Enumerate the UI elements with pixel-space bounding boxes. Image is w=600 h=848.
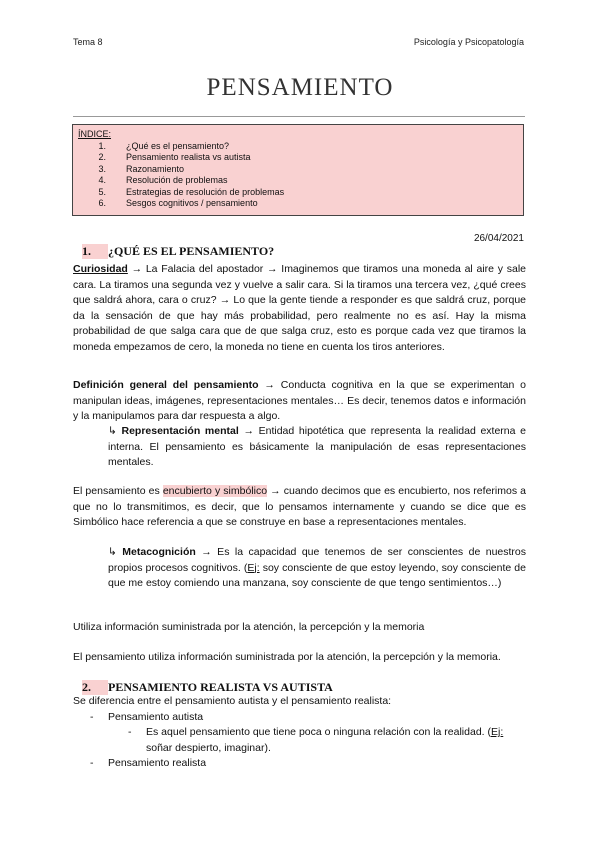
index-item-number: 2. bbox=[98, 152, 106, 162]
header-subject: Psicología y Psicopatología bbox=[413, 37, 524, 47]
encubierto-text: → cuando decimos que es encubierto, nos referimos a que no lo transmitimos, es decir, que lo pensamos internamente y cuando se dice que es Simbólico hace referencia a que se construye en base a representaciones mentales. bbox=[73, 485, 526, 528]
header-topic: Tema 8 bbox=[73, 37, 103, 47]
index-item-label: Sesgos cognitivos / pensamiento bbox=[126, 198, 258, 208]
metacognition-paragraph bbox=[108, 545, 526, 592]
encubierto-intro: El pensamiento es bbox=[73, 485, 163, 497]
info-sources-sentence: El pensamiento utiliza información suministrada por la atención, la percepción y la memoria. bbox=[73, 651, 501, 663]
section-intro: Se diferencia entre el pensamiento autista y el pensamiento realista: bbox=[73, 695, 392, 707]
list-item bbox=[90, 710, 203, 726]
list-item-label: Pensamiento autista bbox=[108, 711, 204, 723]
section-title: PENSAMIENTO REALISTA VS AUTISTA bbox=[108, 680, 333, 694]
section-heading bbox=[82, 680, 333, 695]
info-sources-line: Utiliza información suministrada por la atención, la percepción y la memoria bbox=[73, 621, 425, 633]
index-item-number: 5. bbox=[98, 186, 106, 197]
index-item-label: Razonamiento bbox=[126, 163, 185, 174]
index-item bbox=[78, 141, 518, 153]
sub-list-item-example: soñar despierto, imaginar). bbox=[146, 741, 271, 754]
dash-bullet-icon: - bbox=[90, 757, 94, 769]
definition-label: Definición general del pensamiento bbox=[73, 379, 259, 391]
title-divider bbox=[73, 116, 525, 117]
encubierto-paragraph bbox=[73, 484, 526, 531]
metacognition-label: Metacognición bbox=[122, 546, 196, 558]
dash-bullet-icon: - bbox=[90, 711, 94, 723]
index-box bbox=[72, 124, 524, 216]
curiosidad-text: → La Falacia del apostador → Imaginemos que tiramos una moneda al aire y sale cara. La tiramos una segunda vez y vuelve a salir cara. Si la tiramos una tercera vez, ¿qué crees que saldrá ahora, cara o cruz? → Lo que la gente tiende a responder es que saldrá cruz, porque da la sensación de que hay más probabilidad, pero realmente no es así. Hay la misma probabilidad de que salga cara que de que salga cruz, esto es porque cada vez que tiramos la moneda empezamos de cero, la moneda no tiene en cuenta los tiros anteriores. bbox=[73, 263, 526, 353]
index-item bbox=[78, 164, 518, 176]
index-item-label: ¿Qué es el pensamiento? bbox=[126, 140, 230, 151]
dash-bullet-icon: - bbox=[128, 726, 132, 738]
index-item bbox=[78, 198, 518, 210]
curiosidad-label: Curiosidad bbox=[73, 263, 128, 275]
index-item-label: Pensamiento realista vs autista bbox=[126, 152, 251, 162]
index-item-label: Estrategias de resolución de problemas bbox=[126, 186, 285, 197]
subpoint-arrow-icon: ↳ bbox=[108, 425, 122, 437]
index-item-number: 4. bbox=[98, 175, 106, 185]
list-item bbox=[90, 756, 206, 772]
representation-label: Representación mental bbox=[121, 425, 239, 437]
index-item-number: 3. bbox=[98, 163, 106, 174]
representation-paragraph bbox=[108, 424, 526, 471]
sub-list-item-text: Es aquel pensamiento que tiene poca o ninguna relación con la realidad. ( bbox=[146, 726, 491, 738]
document-date: 26/04/2021 bbox=[473, 233, 524, 244]
index-item bbox=[78, 175, 518, 187]
section-number: 1. bbox=[82, 244, 108, 259]
index-item bbox=[78, 152, 518, 164]
page-title: PENSAMIENTO bbox=[206, 74, 394, 101]
example-label: Ej: bbox=[491, 726, 504, 738]
index-item bbox=[78, 187, 518, 199]
index-title: ÍNDICE: bbox=[78, 129, 112, 139]
sub-list-item bbox=[128, 725, 526, 756]
metacognition-text: → Es la capacidad que tenemos de ser conscientes de nuestros propios procesos cognitivos. ( bbox=[108, 546, 527, 574]
section-title: ¿QUÉ ES EL PENSAMIENTO? bbox=[108, 244, 275, 258]
index-item-number: 1. bbox=[98, 140, 106, 151]
definition-paragraph bbox=[73, 378, 526, 425]
list-item-label: Pensamiento realista bbox=[108, 757, 207, 769]
representation-text: → Entidad hipotética que representa la realidad externa e interna. El pensamiento es básicamente la manipulación de esas representaciones mentales. bbox=[108, 425, 526, 468]
index-item-label: Resolución de problemas bbox=[126, 175, 228, 185]
definition-text: → Conducta cognitiva en la que se experimentan o manipulan ideas, imágenes, representaciones mentales… Es decir, tenemos datos e información y la manipulamos para dar respuesta a algo. bbox=[73, 379, 526, 422]
subpoint-arrow-icon: ↳ bbox=[108, 546, 123, 558]
section-number: 2. bbox=[82, 680, 108, 695]
example-label: Ej: bbox=[247, 561, 260, 574]
section-heading bbox=[82, 244, 274, 259]
metacognition-example: soy consciente de que estoy leyendo, soy consciente de que me estoy comiendo una manzana, soy consciente de que tengo sentimientos…) bbox=[108, 561, 526, 589]
curiosidad-paragraph bbox=[73, 262, 526, 355]
encubierto-highlight: encubierto y simbólico bbox=[162, 485, 268, 497]
index-item-number: 6. bbox=[98, 198, 106, 208]
